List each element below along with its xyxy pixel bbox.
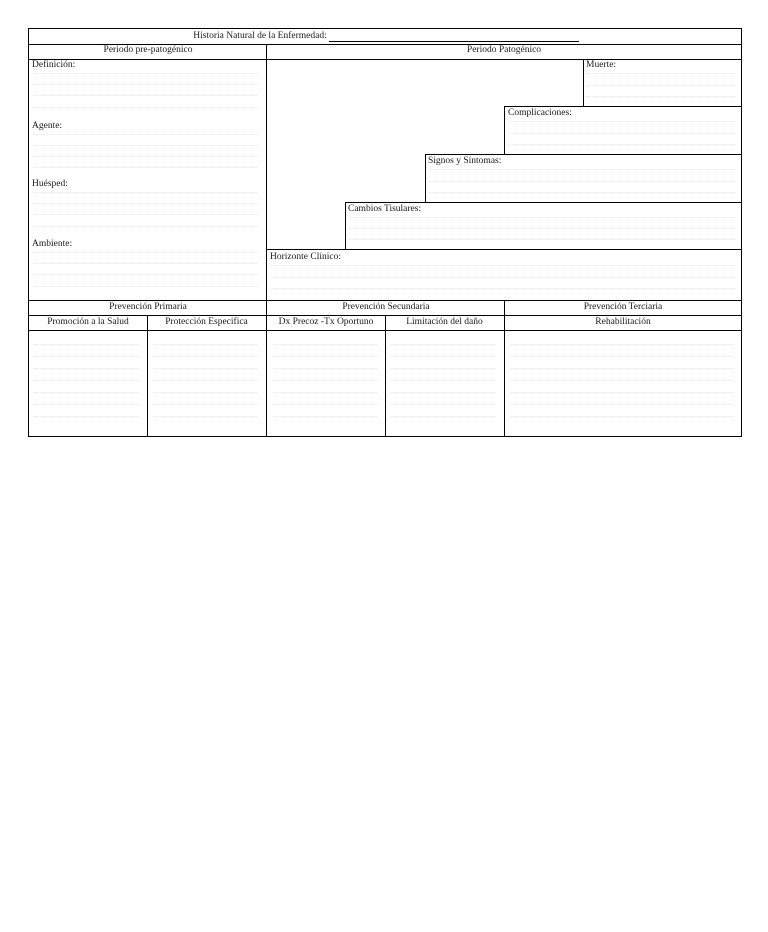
divider xyxy=(29,300,741,301)
divider xyxy=(345,202,346,250)
prevention-tertiary-header: Prevención Terciaria xyxy=(583,302,663,312)
disease-name-blank[interactable] xyxy=(329,32,579,42)
divider xyxy=(425,154,426,203)
form-title-label: Historia Natural de la Enfermedad: xyxy=(193,31,327,41)
early-dx-header: Dx Precoz -Tx Oportuno xyxy=(278,317,374,327)
definition-label: Definición: xyxy=(32,60,76,70)
divider xyxy=(266,249,741,250)
environment-label: Ambiente: xyxy=(32,239,73,249)
divider xyxy=(147,315,148,437)
prevention-secondary-header: Prevención Secundaria xyxy=(342,302,430,312)
divider xyxy=(29,59,741,60)
clinical-horizon-label: Horizonte Clínico: xyxy=(270,252,341,262)
divider xyxy=(29,330,741,331)
divider xyxy=(504,106,505,155)
divider xyxy=(345,202,741,203)
death-label: Muerte: xyxy=(586,60,617,70)
form-title xyxy=(29,31,743,42)
divider xyxy=(583,59,584,107)
damage-limitation-header: Limitación del daño xyxy=(406,317,483,327)
period-pathogenic-header: Periodo Patogénico xyxy=(466,45,542,55)
signs-symptoms-label: Signos y Síntomas: xyxy=(428,156,502,166)
natural-history-form xyxy=(28,28,742,437)
agent-label: Agente: xyxy=(32,121,63,131)
specific-protection-header: Protección Especifica xyxy=(165,317,248,327)
divider xyxy=(504,106,741,107)
divider xyxy=(425,154,741,155)
complications-label: Complicaciones: xyxy=(508,108,572,118)
rehabilitation-header: Rehabilitación xyxy=(595,317,651,327)
period-prepathogenic-header: Periodo pre-patogénico xyxy=(103,45,193,55)
host-label: Huésped: xyxy=(32,179,68,189)
health-promotion-header: Promoción a la Salud xyxy=(47,317,129,327)
divider xyxy=(266,44,267,300)
tissue-changes-label: Cambios Tisulares: xyxy=(348,204,422,214)
prevention-primary-header: Prevención Primaria xyxy=(109,302,187,312)
divider xyxy=(385,315,386,437)
